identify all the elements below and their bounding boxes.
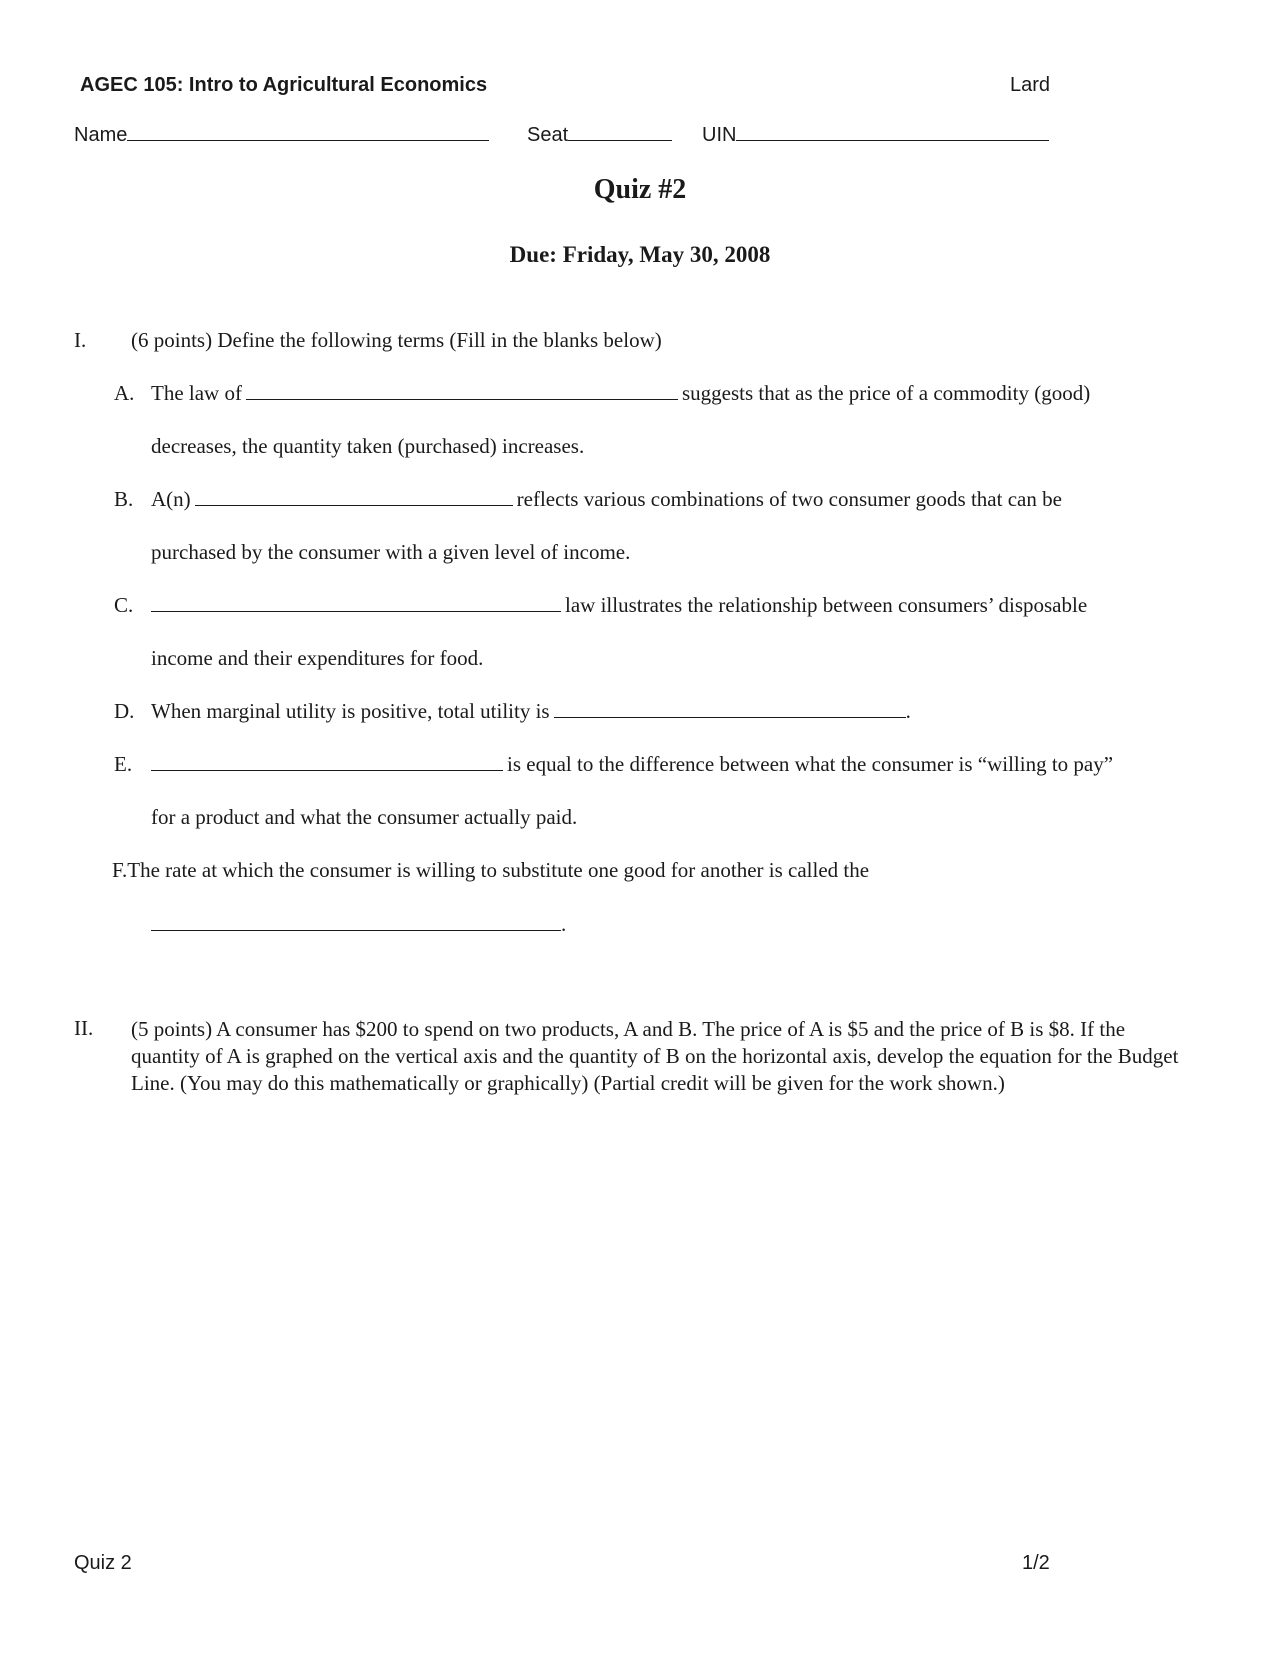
name-field bbox=[74, 124, 489, 147]
section1-prompt: (6 points) Define the following terms (Fill in the blanks below) bbox=[131, 328, 662, 352]
seat-field bbox=[527, 124, 672, 147]
item-a-after: suggests that as the price of a commodity (good) bbox=[681, 381, 1091, 405]
item-a-cont: decreases, the quantity taken (purchased) increases. bbox=[151, 434, 585, 458]
due-date: Due: Friday, May 30, 2008 bbox=[509, 242, 771, 267]
item-b-before: A(n) bbox=[151, 487, 191, 511]
seat-blank[interactable] bbox=[568, 139, 672, 141]
item-b-blank[interactable] bbox=[195, 504, 513, 506]
instructor-name: Lard bbox=[1010, 74, 1051, 96]
name-blank[interactable] bbox=[127, 139, 489, 141]
item-c-letter: C. bbox=[114, 593, 134, 617]
item-a-before: The law of bbox=[151, 381, 242, 405]
item-f-after: . bbox=[561, 912, 567, 936]
item-f-before: The rate at which the consumer is willing to substitute one good for another is called the bbox=[127, 858, 870, 882]
quiz-title: Quiz #2 bbox=[593, 174, 687, 205]
item-e bbox=[151, 752, 1113, 777]
item-d-blank[interactable] bbox=[554, 716, 906, 718]
section2-prompt: (5 points) A consumer has $200 to spend on two products, A and B. The price of A is $5 and the price of B is $8. If the quantity of A is graphed on the vertical axis and the quantity of B on the horizontal axis, develop the equation for the Budget Line. (You may do this mathematically or graphically) (Partial credit will be given for the work shown.) bbox=[131, 1017, 1179, 1095]
item-a-letter: A. bbox=[114, 381, 135, 405]
item-b-after: reflects various combinations of two consumer goods that can be bbox=[516, 487, 1062, 511]
item-f-blank[interactable] bbox=[151, 929, 561, 931]
item-e-letter: E. bbox=[114, 752, 133, 776]
item-b-letter: B. bbox=[114, 487, 134, 511]
page-number: 1/2 bbox=[1022, 1552, 1050, 1574]
item-d-after: . bbox=[905, 699, 911, 723]
item-f-letter: F. bbox=[112, 858, 128, 882]
item-c-after: law illustrates the relationship between consumers’ disposable bbox=[565, 593, 1088, 617]
section2-numeral: II. bbox=[74, 1016, 94, 1040]
item-e-after: is equal to the difference between what the consumer is “willing to pay” bbox=[507, 752, 1114, 776]
item-a-blank[interactable] bbox=[246, 398, 678, 400]
uin-label: UIN bbox=[702, 124, 737, 146]
section1-numeral: I. bbox=[74, 328, 87, 352]
seat-label: Seat bbox=[527, 124, 569, 146]
item-c-cont: income and their expenditures for food. bbox=[151, 646, 484, 670]
item-c-blank[interactable] bbox=[151, 610, 561, 612]
footer-label: Quiz 2 bbox=[74, 1552, 132, 1574]
item-b-cont: purchased by the consumer with a given level of income. bbox=[151, 540, 631, 564]
item-d-before: When marginal utility is positive, total utility is bbox=[151, 699, 550, 723]
item-e-cont: for a product and what the consumer actually paid. bbox=[151, 805, 578, 829]
uin-blank[interactable] bbox=[736, 139, 1049, 141]
item-b bbox=[151, 487, 1062, 512]
item-f-answer bbox=[151, 912, 566, 937]
uin-field bbox=[702, 124, 1049, 147]
course-title: AGEC 105: Intro to Agricultural Economics bbox=[80, 74, 488, 96]
item-d bbox=[151, 699, 911, 724]
item-f bbox=[112, 858, 869, 883]
item-d-letter: D. bbox=[114, 699, 135, 723]
item-e-blank[interactable] bbox=[151, 769, 503, 771]
item-a bbox=[151, 381, 1090, 406]
item-c bbox=[151, 593, 1087, 618]
name-label: Name bbox=[74, 124, 128, 146]
